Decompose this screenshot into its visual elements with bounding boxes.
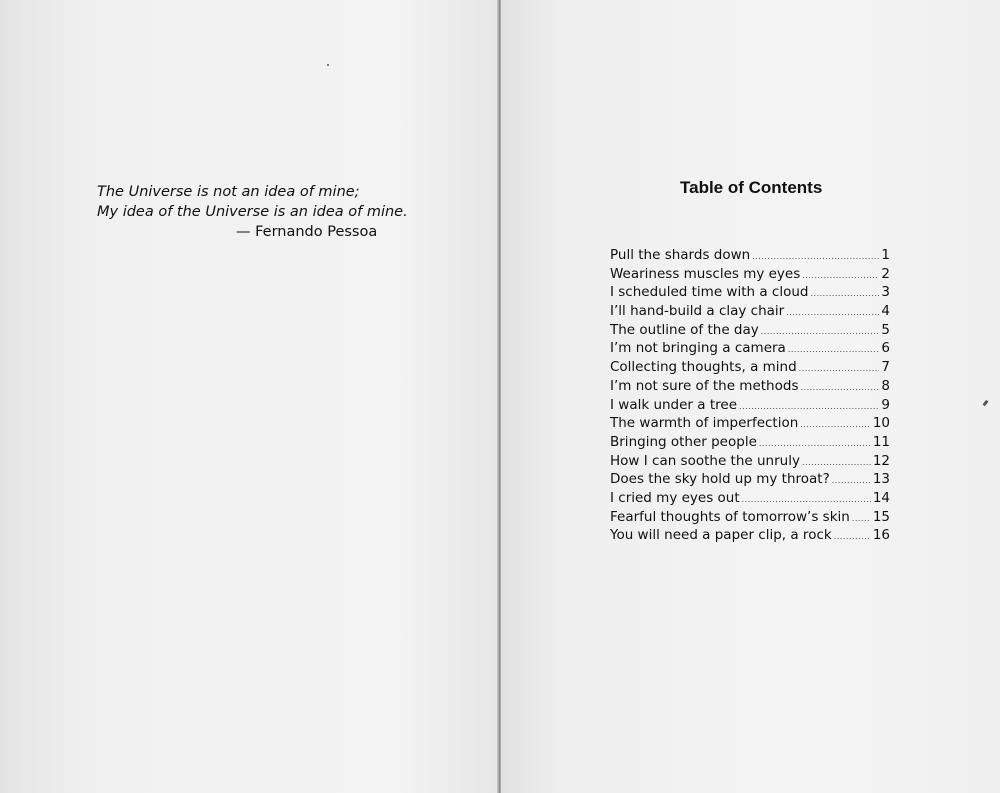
toc-page-number: 10 bbox=[872, 415, 890, 432]
toc-entry-title: Collecting thoughts, a mind bbox=[610, 359, 797, 376]
toc-entry-title: I’m not bringing a camera bbox=[610, 340, 786, 357]
toc-entry bbox=[610, 489, 890, 508]
toc-entry bbox=[610, 321, 890, 340]
toc-page-number: 5 bbox=[881, 321, 890, 338]
toc-page-number: 1 bbox=[881, 247, 890, 263]
toc-page-number: 4 bbox=[881, 303, 890, 320]
epigraph-line: My idea of the Universe is an idea of mine. bbox=[97, 204, 408, 220]
toc-entry bbox=[610, 414, 890, 433]
paper-speck bbox=[982, 400, 988, 407]
toc-page-number: 12 bbox=[872, 452, 890, 469]
toc-page-number: 3 bbox=[881, 284, 890, 301]
toc-entry-title: The warmth of imperfection bbox=[610, 415, 799, 432]
toc-entry-title: Bringing other people bbox=[610, 433, 757, 450]
toc-entry bbox=[610, 452, 890, 471]
toc-entry bbox=[610, 265, 890, 284]
toc-entry-title: Does the sky hold up my throat? bbox=[610, 471, 830, 488]
toc-dot-leader bbox=[799, 360, 880, 379]
toc-entry bbox=[610, 302, 890, 321]
toc-dot-leader bbox=[832, 472, 871, 491]
toc-dot-leader bbox=[802, 267, 879, 286]
toc-page-number: 9 bbox=[881, 396, 890, 413]
paper-speck bbox=[327, 64, 329, 66]
toc-dot-leader bbox=[786, 304, 879, 323]
toc-entry-title: You will need a paper clip, a rock bbox=[610, 527, 832, 544]
epigraph bbox=[97, 182, 417, 242]
toc-dot-leader bbox=[810, 285, 879, 304]
toc-page-number: 14 bbox=[872, 489, 890, 506]
toc-page-number: 8 bbox=[881, 377, 890, 394]
toc-entry bbox=[610, 433, 890, 452]
toc-entry bbox=[610, 470, 890, 489]
toc-entry-title: The outline of the day bbox=[610, 321, 759, 338]
toc-entry-title: Weariness muscles my eyes bbox=[610, 265, 801, 282]
toc-entry-title: Pull the shards down bbox=[610, 247, 751, 263]
toc-entry bbox=[610, 358, 890, 377]
toc-entry-title: I walk under a tree bbox=[610, 396, 737, 413]
toc-page-number: 15 bbox=[872, 508, 890, 525]
toc-dot-leader bbox=[800, 379, 879, 398]
toc-entry-title: I cried my eyes out bbox=[610, 489, 740, 506]
toc-entry bbox=[610, 246, 890, 265]
toc-dot-leader bbox=[800, 416, 871, 435]
toc-dot-leader bbox=[852, 510, 871, 529]
toc-entry bbox=[610, 377, 890, 396]
toc-page-number: 2 bbox=[881, 265, 890, 282]
toc-page-number: 16 bbox=[872, 527, 890, 544]
epigraph-line: The Universe is not an idea of mine; bbox=[97, 184, 360, 200]
toc-entry bbox=[610, 283, 890, 302]
toc-entry bbox=[610, 396, 890, 415]
toc-page-number: 6 bbox=[881, 340, 890, 357]
toc-entry-title: I’ll hand-build a clay chair bbox=[610, 303, 785, 320]
toc-page-number: 13 bbox=[872, 471, 890, 488]
toc-list bbox=[610, 246, 890, 545]
toc-page-number: 11 bbox=[872, 433, 890, 450]
toc-entry bbox=[610, 339, 890, 358]
toc-entry-title: Fearful thoughts of tomorrow’s skin bbox=[610, 508, 850, 525]
toc-page-number: 7 bbox=[881, 359, 890, 376]
toc-entry bbox=[610, 526, 890, 545]
toc-entry-title: I scheduled time with a cloud bbox=[610, 284, 809, 301]
toc-title: Table of Contents bbox=[680, 178, 823, 197]
epigraph-attribution: — Fernando Pessoa bbox=[236, 224, 378, 240]
toc-entry-title: I’m not sure of the methods bbox=[610, 377, 799, 394]
toc-dot-leader bbox=[834, 528, 871, 547]
toc-entry-title: How I can soothe the unruly bbox=[610, 452, 800, 469]
toc-entry bbox=[610, 508, 890, 527]
toc-dot-leader bbox=[788, 341, 880, 360]
